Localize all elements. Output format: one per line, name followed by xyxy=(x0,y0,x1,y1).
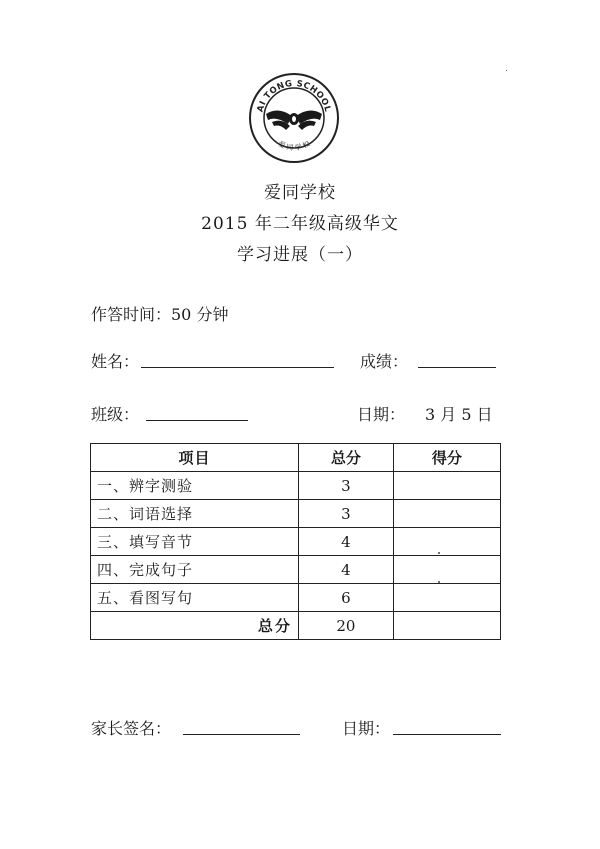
row-total: 4 xyxy=(298,528,393,556)
row-score-cell[interactable] xyxy=(393,556,500,584)
school-name: 爱同学校 xyxy=(264,183,336,203)
row-item: 三、填写音节 xyxy=(91,528,299,556)
class-field[interactable] xyxy=(146,419,248,421)
school-logo xyxy=(248,72,340,164)
scan-speck xyxy=(438,581,440,583)
row-total: 4 xyxy=(298,556,393,584)
footer-date-label: 日期： xyxy=(342,719,391,738)
table-header-row xyxy=(91,444,501,472)
table-row xyxy=(91,584,501,612)
row-item: 四、完成句子 xyxy=(91,556,299,584)
table-row xyxy=(91,500,501,528)
scan-speck xyxy=(506,70,507,71)
parent-signature-field[interactable] xyxy=(183,733,300,735)
exam-title: 2015 年二年级高级华文 xyxy=(201,214,399,234)
header-score: 得分 xyxy=(393,444,500,472)
header-total: 总分 xyxy=(298,444,393,472)
logo-motto: 爱 同 学 校 xyxy=(276,139,312,153)
parent-signature-label: 家长签名： xyxy=(91,719,172,738)
table-row xyxy=(91,556,501,584)
row-score-cell[interactable] xyxy=(393,528,500,556)
name-field[interactable] xyxy=(141,366,334,368)
row-score-cell[interactable] xyxy=(393,472,500,500)
row-score-cell[interactable] xyxy=(393,500,500,528)
date-label: 日期： xyxy=(357,405,406,424)
row-total: 3 xyxy=(298,500,393,528)
exam-subtitle: 学习进展（一） xyxy=(237,245,363,265)
row-item: 二、词语选择 xyxy=(91,500,299,528)
footer-date-field[interactable] xyxy=(393,733,501,735)
date-value: 3 月 5 日 xyxy=(425,405,493,424)
name-label: 姓名： xyxy=(91,352,140,371)
sum-label: 总分 xyxy=(91,612,299,640)
row-item: 五、看图写句 xyxy=(91,584,299,612)
header-item: 项目 xyxy=(91,444,299,472)
grade-field[interactable] xyxy=(418,366,496,368)
row-item: 一、辨字测验 xyxy=(91,472,299,500)
scan-speck xyxy=(438,552,440,554)
svg-text:爱 同 学 校 xyxy=(277,138,313,152)
logo-ring-text: AI TONG SCHOOL xyxy=(255,78,333,114)
sum-total: 20 xyxy=(298,612,393,640)
grade-label: 成绩： xyxy=(360,352,409,371)
row-score-cell[interactable] xyxy=(393,584,500,612)
row-total: 3 xyxy=(298,472,393,500)
score-table xyxy=(90,443,501,640)
class-label: 班级： xyxy=(91,405,140,424)
table-row xyxy=(91,472,501,500)
duration-text: 作答时间：50 分钟 xyxy=(91,305,229,324)
sum-score-cell[interactable] xyxy=(393,612,500,640)
table-sum-row xyxy=(91,612,501,640)
row-total: 6 xyxy=(298,584,393,612)
